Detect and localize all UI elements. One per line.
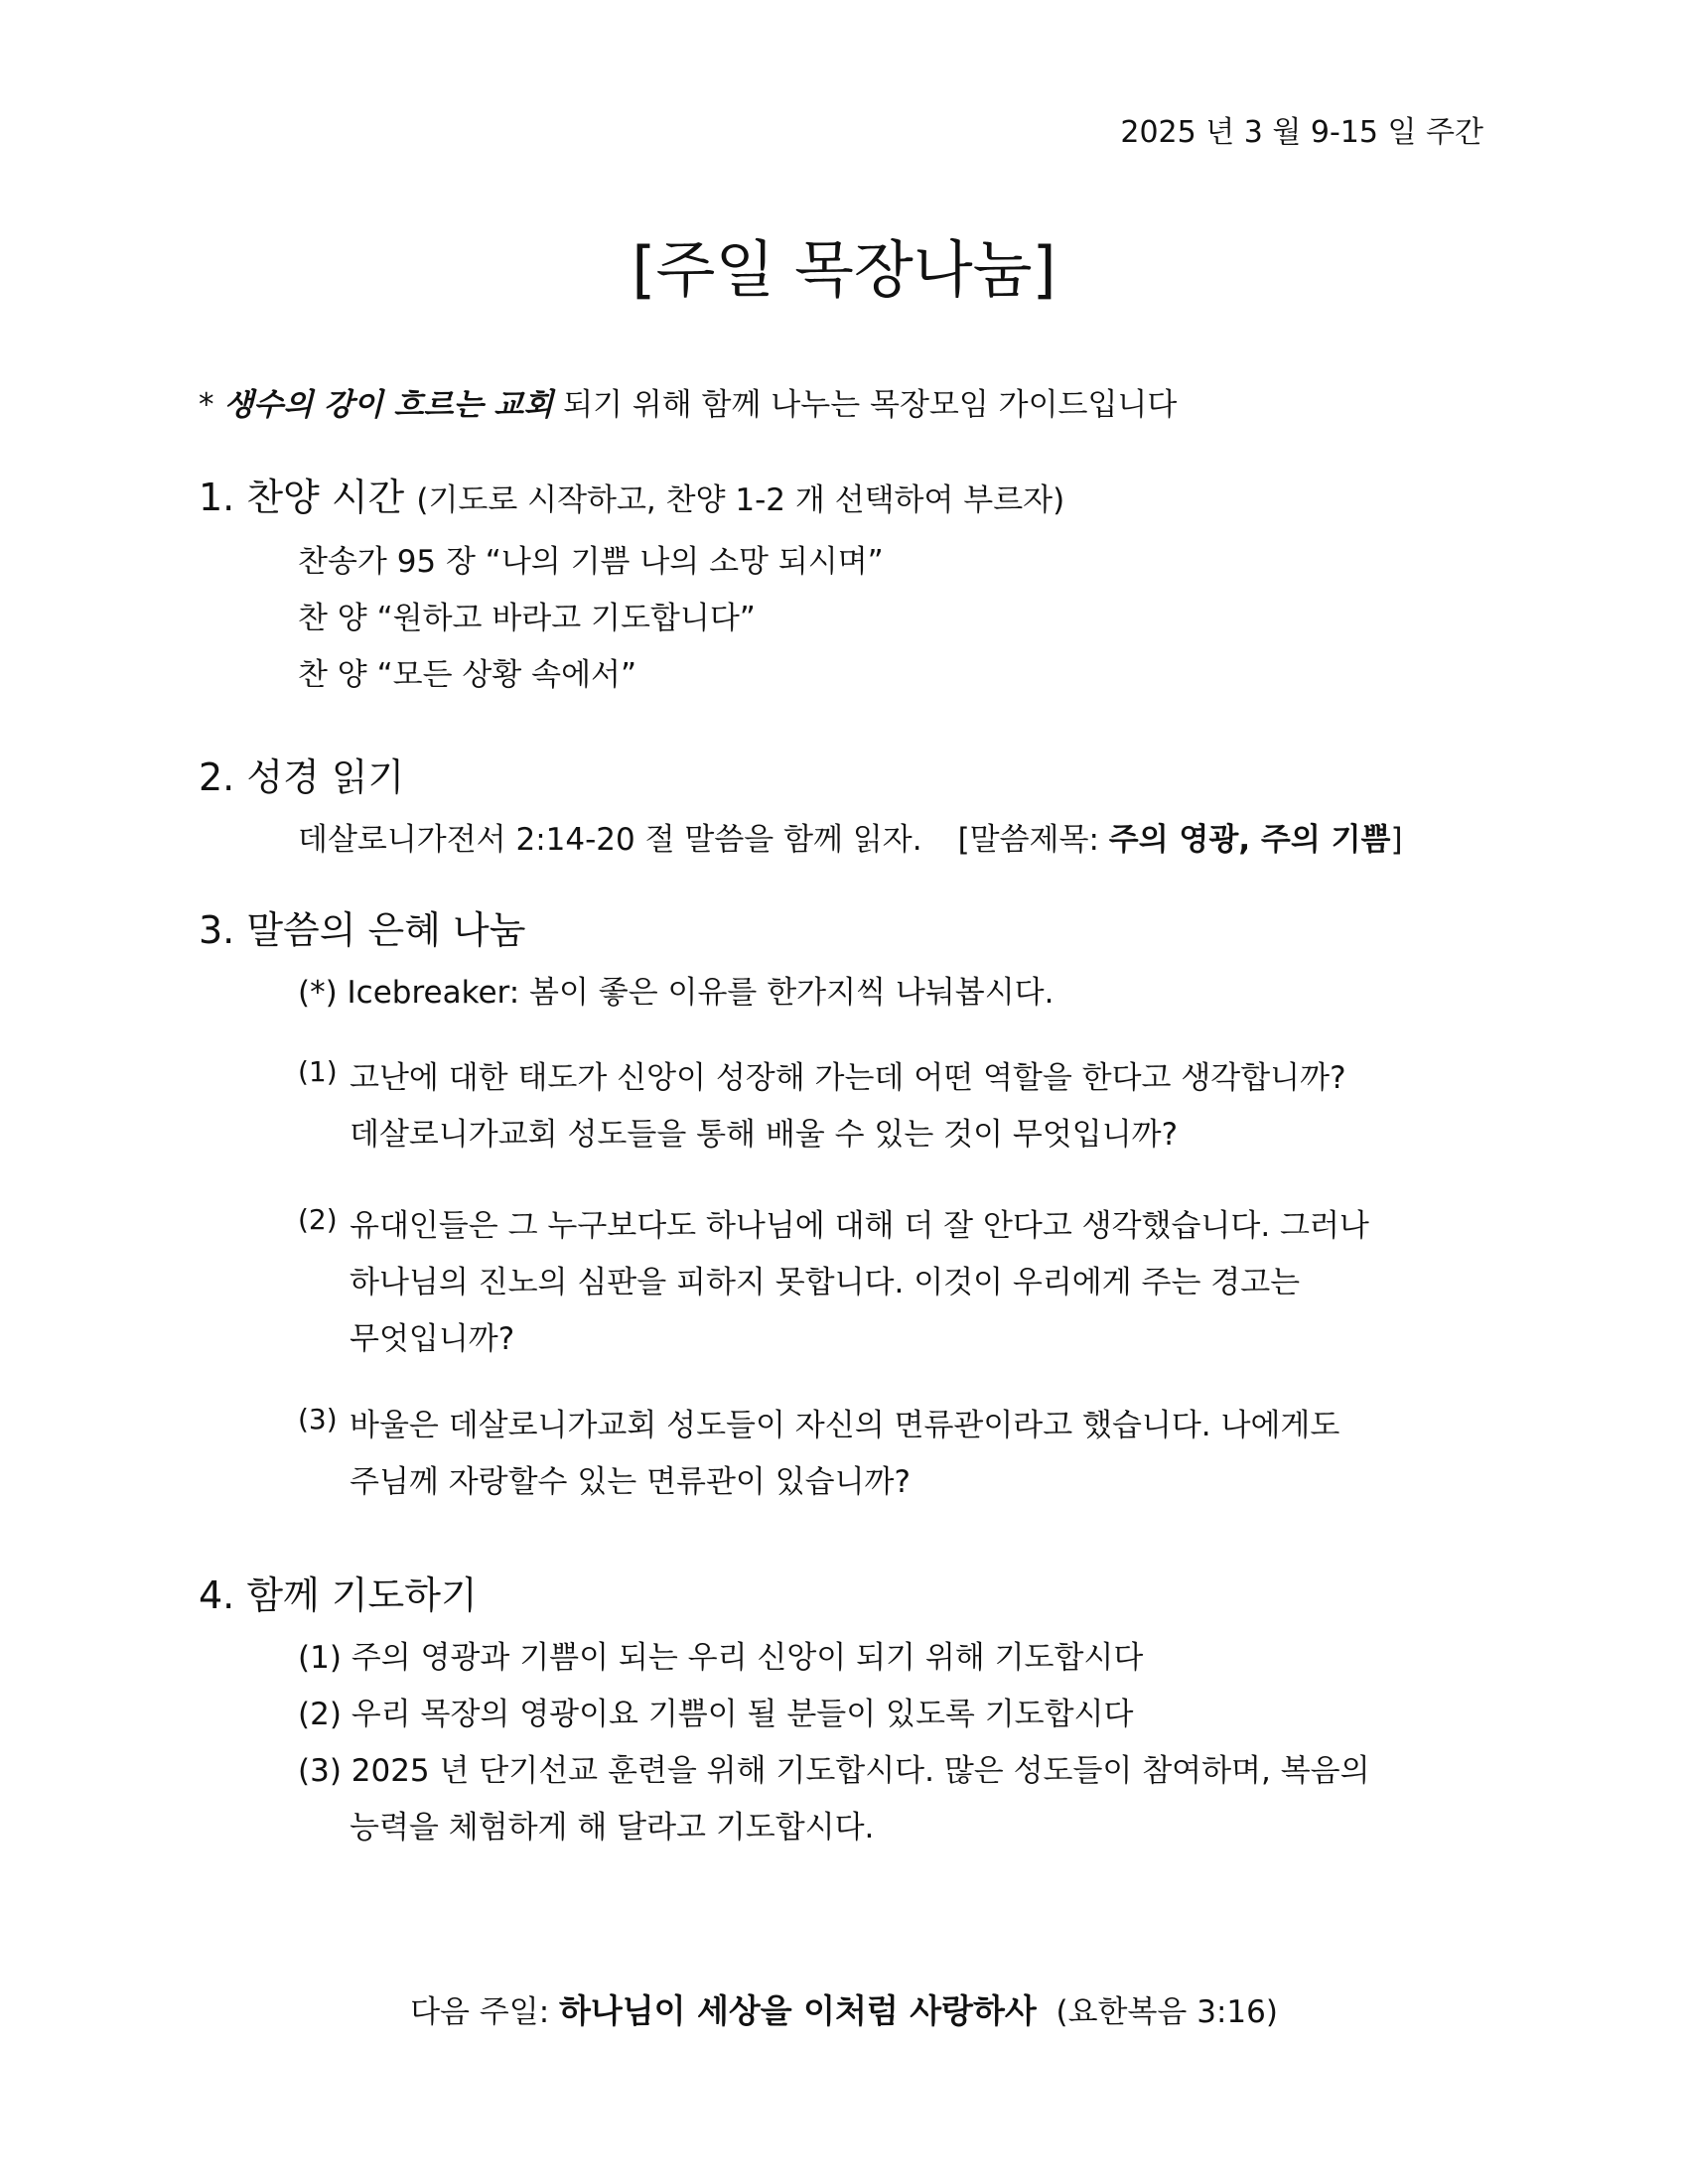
section-praise-title: 1. 찬양 시간 (199, 476, 405, 519)
bible-reading-line (298, 814, 1403, 859)
intro-star: * (199, 387, 214, 423)
intro-emphasis: 생수의 강이 흐르는 교회 (223, 387, 554, 423)
section-bible-heading: 2. 성경 읽기 (199, 755, 405, 799)
question-2-line-2: 하나님의 진노의 심판을 피하지 못합니다. 이것이 우리에게 주는 경고는 (350, 1265, 1301, 1300)
praise-line-song-2: 찬 양 “모든 상황 속에서” (298, 657, 637, 693)
sermon-suffix: ] (1390, 822, 1403, 858)
page-title: [주일 목장나눔] (632, 233, 1056, 306)
section-prayer-heading: 4. 함께 기도하기 (199, 1573, 478, 1617)
question-1-line-1: 고난에 대한 태도가 신앙이 성장해 가는데 어떤 역할을 한다고 생각합니까? (350, 1060, 1346, 1096)
intro-line (199, 379, 1177, 424)
section-praise-subtitle: (기도로 시작하고, 찬양 1-2 개 선택하여 부르자) (416, 482, 1065, 518)
bible-reading-text: 데살로니가전서 2:14-20 절 말씀을 함께 읽자. (298, 822, 922, 858)
prayer-item-3: (3) 2025 년 단기선교 훈련을 위해 기도합시다. 많은 성도들이 참여하며, 복음의 (298, 1753, 1370, 1789)
next-sunday-title: 하나님이 세상을 이처럼 사랑하사 (559, 1991, 1037, 2030)
question-3-line-2: 주님께 자랑할수 있는 면류관이 있습니까? (350, 1464, 911, 1500)
prayer-item-1: (1) 주의 영광과 기쁨이 되는 우리 신앙이 되기 위해 기도합시다 (298, 1640, 1144, 1676)
prayer-item-3-continued: 능력을 체험하게 해 달라고 기도합시다. (350, 1810, 875, 1845)
question-1-number: (1) (298, 1055, 338, 1088)
sermon-title: 주의 영광, 주의 기쁨 (1108, 822, 1391, 858)
section-sharing-heading: 3. 말씀의 은혜 나눔 (199, 908, 526, 952)
prayer-item-2: (2) 우리 목장의 영광이요 기쁨이 될 분들이 있도록 기도합시다 (298, 1697, 1134, 1732)
question-3-line-1: 바울은 데살로니가교회 성도들이 자신의 면류관이라고 했습니다. 나에게도 (350, 1408, 1340, 1443)
question-2-number: (2) (298, 1203, 338, 1236)
section-praise-heading (199, 467, 1064, 521)
next-sunday-line (0, 1985, 1688, 2032)
next-sunday-prefix: 다음 주일: (410, 1994, 559, 2030)
sermon-prefix: [말씀제목: (957, 822, 1109, 858)
question-2-line-1: 유대인들은 그 누구보다도 하나님에 대해 더 잘 안다고 생각했습니다. 그러나 (350, 1208, 1369, 1244)
intro-rest: 되기 위해 함께 나누는 목장모임 가이드입니다 (563, 387, 1178, 423)
question-1-line-2: 데살로니가교회 성도들을 통해 배울 수 있는 것이 무엇입니까? (350, 1117, 1179, 1153)
icebreaker-line: (*) Icebreaker: 봄이 좋은 이유를 한가지씩 나눠봅시다. (298, 975, 1055, 1011)
praise-line-song-1: 찬 양 “원하고 바라고 기도합니다” (298, 601, 756, 636)
next-sunday-reference: (요한복음 3:16) (1055, 1994, 1278, 2030)
question-3-number: (3) (298, 1403, 338, 1435)
question-2-line-3: 무엇입니까? (350, 1321, 515, 1357)
praise-line-hymn: 찬송가 95 장 “나의 기쁨 나의 소망 되시며” (298, 544, 884, 580)
week-date: 2025 년 3 월 9-15 일 주간 (1120, 115, 1483, 150)
